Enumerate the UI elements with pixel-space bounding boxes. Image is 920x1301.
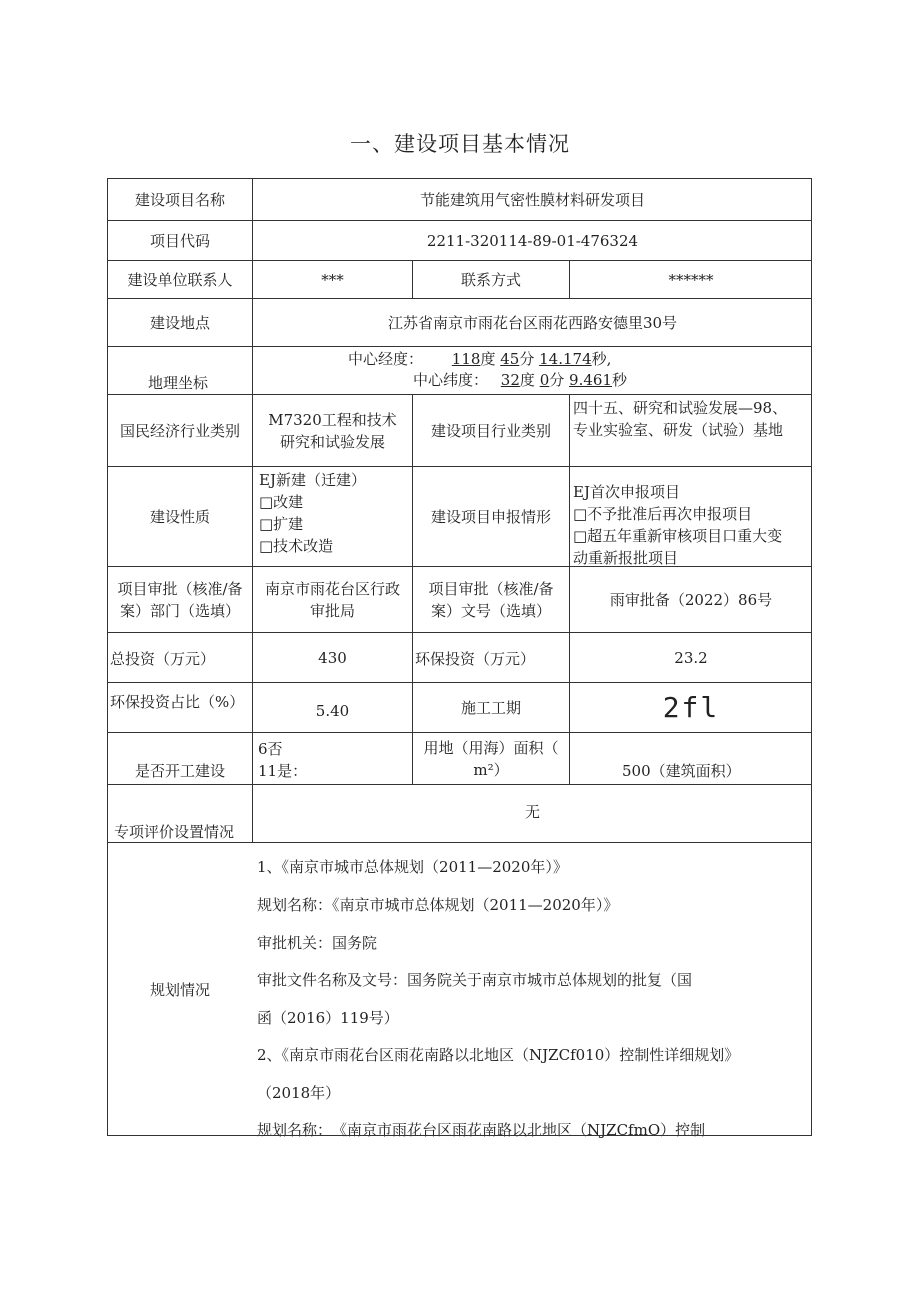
project-code-label: 项目代码 [149, 231, 210, 250]
minute-unit: 分 [519, 350, 535, 368]
degree-unit: 度 [480, 350, 496, 368]
project-code-label-cell [107, 220, 252, 260]
longitude-seconds: 14.174 [539, 350, 592, 368]
special-label-cell [107, 784, 252, 842]
planning-line-1: 1、《南京市城市总体规划（2011—2020年）》 [257, 858, 568, 876]
construction-period-value: 2fl [662, 690, 720, 724]
declare-label: 建设项目申报情形 [430, 507, 551, 526]
page-title: 一、建设项目基本情况 [350, 132, 570, 156]
area-label-cell [412, 732, 569, 784]
approval-doc-label-line1: 项目审批（核准/备 [428, 579, 554, 598]
declare-label-cell [412, 466, 569, 566]
total-investment-label-cell [107, 632, 252, 682]
started-option-no: 6否 [258, 740, 283, 758]
env-ratio-label-cell [107, 682, 252, 732]
env-investment-label-cell [412, 632, 569, 682]
contact-label-cell [107, 260, 252, 298]
coordinates-label: 地理坐标 [148, 374, 209, 392]
env-investment-value: 23.2 [674, 648, 708, 667]
industry-value-line2: 研究和试验发展 [279, 432, 385, 451]
contact-method-label: 联系方式 [460, 270, 521, 289]
planning-line-4: 审批文件名称及文号：国务院关于南京市城市总体规划的批复（国 [257, 971, 693, 989]
construction-period-value-cell [569, 682, 812, 732]
longitude-seconds-unit: 秒, [591, 350, 612, 368]
contact-value: *** [321, 270, 344, 289]
project-code-value-cell [252, 220, 812, 260]
approval-doc-value-cell [569, 566, 812, 632]
special-value-cell [252, 784, 812, 842]
approval-doc-label-cell [412, 566, 569, 632]
latitude-degree-unit: 度 [519, 371, 535, 389]
planning-line-6: 2、《南京市雨花台区雨花南路以北地区（NJZCf010）控制性详细规划》 [257, 1046, 740, 1064]
declare-option-again: □不予批准后再次申报项目 [573, 505, 753, 523]
started-options-cell [252, 732, 412, 784]
nature-option-expand: □扩建 [259, 515, 304, 533]
area-label-line1: 用地（用海）面积（ [423, 738, 559, 757]
project-name-label-cell [107, 178, 252, 220]
area-value: 500（建筑面积） [622, 762, 741, 780]
latitude-minute-unit: 分 [549, 371, 565, 389]
project-name-label: 建设项目名称 [134, 190, 225, 209]
contact-method-value: ****** [668, 270, 714, 289]
nature-option-new: EJ新建（迁建） [259, 471, 366, 489]
latitude-seconds-unit: 秒 [611, 371, 627, 389]
industry-category-line1: 四十五、研究和试验发展—98、 [573, 399, 788, 417]
env-ratio-value: 5.40 [315, 701, 350, 720]
planning-content-cell [107, 842, 812, 1139]
latitude-degrees: 32 [500, 371, 520, 389]
env-investment-value-cell [569, 632, 812, 682]
special-label: 专项评价设置情况 [114, 823, 235, 841]
longitude-minutes: 45 [500, 350, 520, 368]
total-investment-value: 430 [318, 648, 347, 667]
construction-period-label: 施工工期 [460, 698, 521, 717]
approval-dept-label-line1: 项目审批（核准/备 [117, 579, 243, 598]
latitude-line [413, 369, 627, 391]
industry-value-cell [252, 394, 412, 466]
env-ratio-value-cell [252, 682, 412, 732]
longitude-degrees: 118 [451, 350, 481, 368]
latitude-label: 中心纬度： [413, 371, 489, 389]
started-option-yes: 11是： [258, 762, 308, 780]
declare-options-cell [569, 466, 812, 566]
contact-value-cell [252, 260, 412, 298]
area-label-line2: m²） [473, 760, 509, 779]
industry-label-cell [107, 394, 252, 466]
approval-doc-value: 雨审批备（2022）86号 [609, 590, 773, 609]
approval-dept-value-line2: 审批局 [309, 601, 355, 620]
contact-label: 建设单位联系人 [127, 270, 233, 289]
contact-method-label-cell [412, 260, 569, 298]
nature-label: 建设性质 [149, 507, 210, 526]
industry-label: 国民经济行业类别 [119, 421, 240, 440]
industry-category-line2: 专业实验室、研发（试验）基地 [573, 421, 784, 439]
started-label-cell [107, 732, 252, 784]
nature-options-cell [252, 466, 412, 566]
approval-dept-label-line2: 案）部门（选填） [119, 601, 240, 620]
location-label-cell [107, 298, 252, 346]
location-label: 建设地点 [149, 313, 210, 332]
declare-option-change: 动重新报批项目 [573, 549, 679, 567]
industry-category-label: 建设项目行业类别 [430, 421, 551, 440]
approval-dept-label-cell [107, 566, 252, 632]
nature-option-tech: □技术改造 [259, 537, 334, 555]
industry-value-line1: M7320工程和技术 [268, 410, 397, 429]
contact-method-value-cell [569, 260, 812, 298]
location-value-cell [252, 298, 812, 346]
coordinates-label-cell [107, 346, 252, 394]
project-name-value: 节能建筑用气密性膜材料研发项目 [419, 190, 645, 209]
longitude-line [348, 348, 611, 370]
declare-option-first: EJ首次申报项目 [573, 483, 680, 501]
nature-option-rebuild: □改建 [259, 493, 304, 511]
planning-line-2: 规划名称：《南京市城市总体规划（2011—2020年）》 [257, 896, 619, 914]
longitude-label: 中心经度： [348, 350, 424, 368]
total-investment-value-cell [252, 632, 412, 682]
latitude-minutes: 0 [539, 371, 550, 389]
industry-category-value-cell [569, 394, 812, 466]
area-value-cell [569, 732, 812, 784]
planning-line-3: 审批机关：国务院 [257, 934, 378, 952]
approval-doc-label-line2: 案）文号（选填） [430, 601, 551, 620]
project-code-value: 2211-320114-89-01-476324 [426, 231, 639, 250]
special-value: 无 [524, 802, 540, 821]
started-label: 是否开工建设 [134, 761, 225, 780]
planning-line-8: 规划名称： 《南京市雨花台区雨花南路以北地区（NJZCfmO）控制 [257, 1121, 706, 1139]
approval-dept-value-cell [252, 566, 412, 632]
total-investment-label: 总投资（万元） [110, 650, 216, 668]
declare-option-review: □超五年重新审核项目口重大变 [573, 527, 783, 545]
approval-dept-value-line1: 南京市雨花台区行政 [264, 579, 400, 598]
industry-category-label-cell [412, 394, 569, 466]
env-investment-label: 环保投资（万元） [415, 650, 536, 668]
latitude-seconds: 9.461 [569, 371, 612, 389]
planning-label: 规划情况 [149, 980, 210, 999]
planning-line-5: 函（2016）119号） [257, 1009, 399, 1027]
project-name-value-cell [252, 178, 812, 220]
planning-line-7: （2018年） [257, 1084, 341, 1102]
construction-period-label-cell [412, 682, 569, 732]
location-value: 江苏省南京市雨花台区雨花西路安德里30号 [387, 313, 678, 332]
env-ratio-label: 环保投资占比（%） [110, 693, 245, 711]
coordinates-value-cell [252, 346, 812, 394]
nature-label-cell [107, 466, 252, 566]
